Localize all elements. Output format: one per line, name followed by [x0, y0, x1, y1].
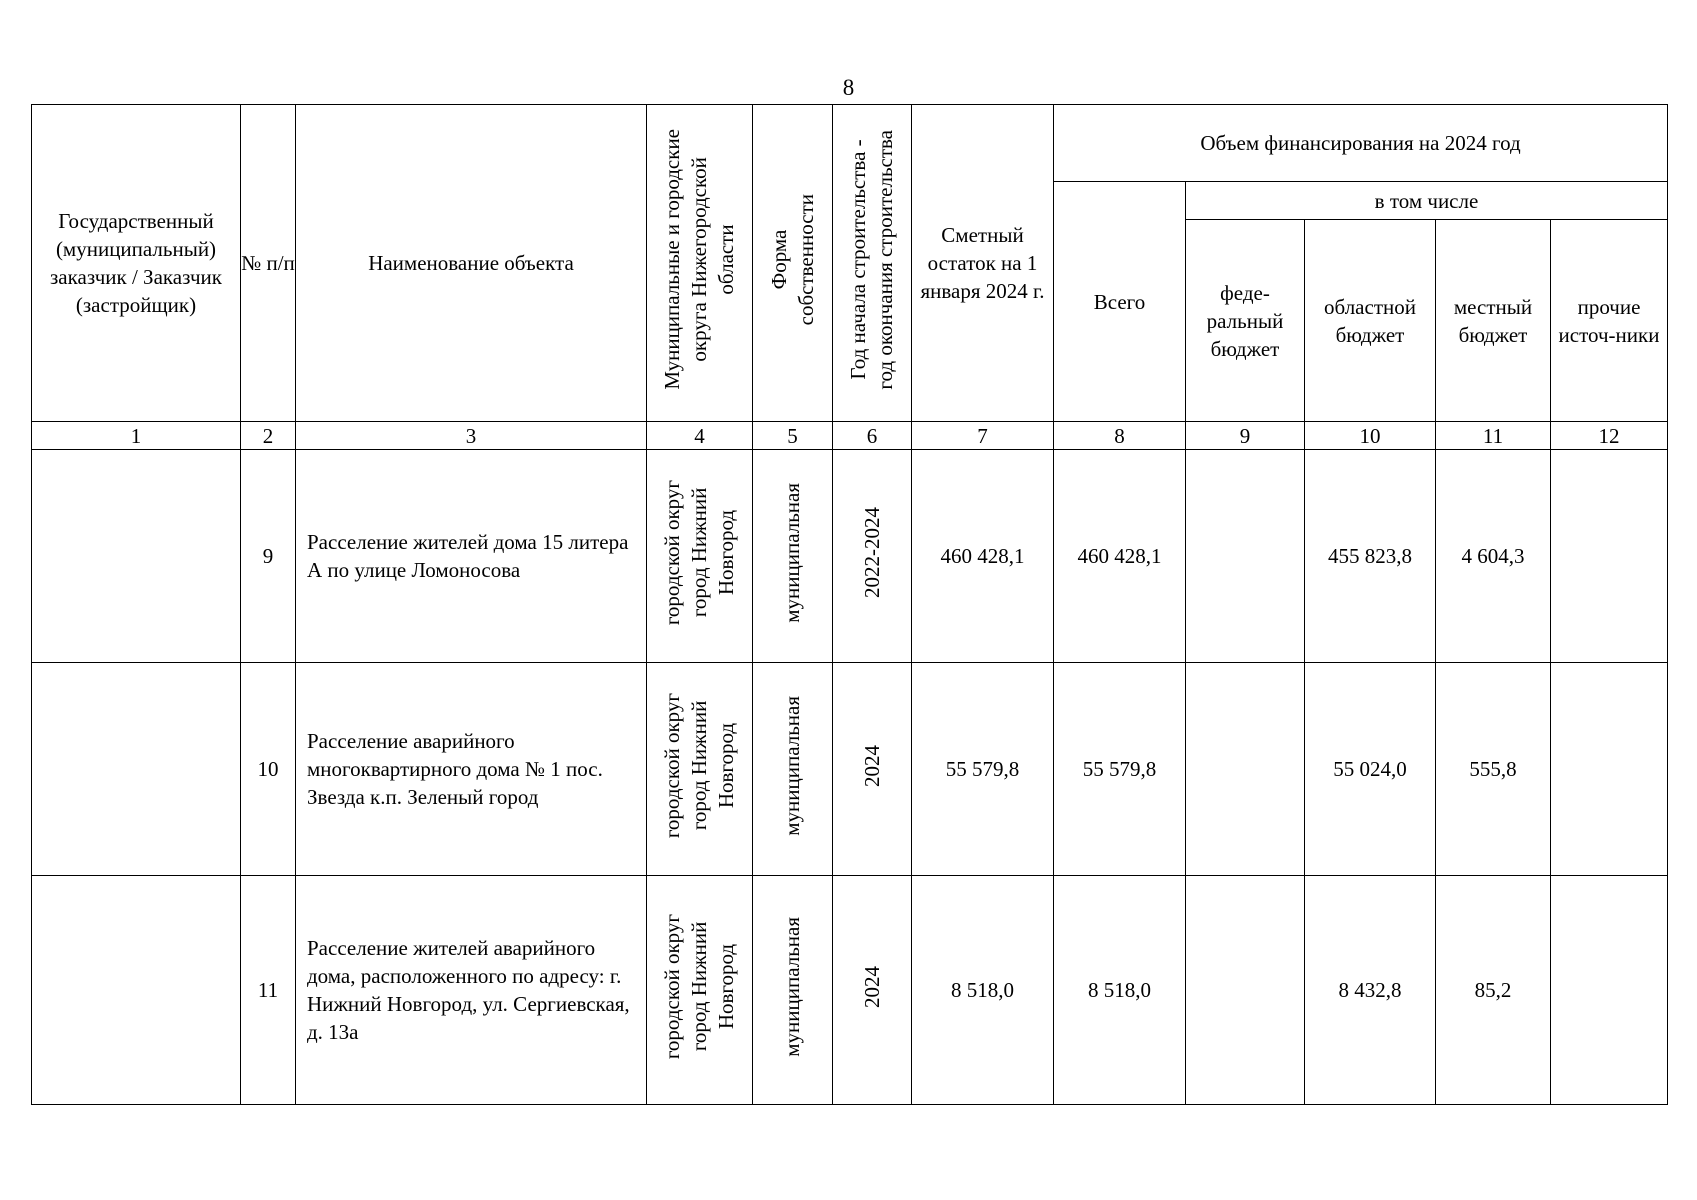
cell-object-name: Расселение жителей аварийного дома, расположенного по адресу: г. Нижний Новгород, ул. Сергиевская, д. 13а: [296, 876, 647, 1105]
header-customer: Государственный (муниципальный) заказчик / Заказчик (застройщик): [32, 105, 241, 422]
cell-federal: [1186, 450, 1305, 663]
cell-regional: 455 823,8: [1305, 450, 1436, 663]
cell-years: 2022-2024: [833, 450, 912, 663]
column-number: 4: [647, 422, 753, 450]
column-number: 11: [1436, 422, 1551, 450]
column-number: 3: [296, 422, 647, 450]
cell-municipality: городской округ город Нижний Новгород: [647, 663, 753, 876]
column-number: 6: [833, 422, 912, 450]
financing-table: [31, 104, 1668, 1105]
cell-customer: [32, 450, 241, 663]
cell-municipality: городской округ город Нижний Новгород: [647, 876, 753, 1105]
cell-municipality: городской округ город Нижний Новгород: [647, 450, 753, 663]
column-numbers-row: [32, 422, 1668, 450]
header-regional: областной бюджет: [1305, 220, 1436, 422]
cell-estimate: 8 518,0: [912, 876, 1054, 1105]
cell-other: [1551, 876, 1668, 1105]
cell-federal: [1186, 663, 1305, 876]
header-years-text: Год начала строительства - год окончания строительства: [846, 129, 897, 390]
cell-customer: [32, 876, 241, 1105]
header-other: прочие источ-ники: [1551, 220, 1668, 422]
cell-number: 11: [241, 876, 296, 1105]
header-municipality: [647, 105, 753, 422]
table-row: [32, 450, 1668, 663]
column-number: 8: [1054, 422, 1186, 450]
column-number: 5: [753, 422, 833, 450]
cell-regional: 55 024,0: [1305, 663, 1436, 876]
header-row-1: [32, 105, 1668, 182]
header-financing: Объем финансирования на 2024 год: [1054, 105, 1668, 182]
cell-total: 460 428,1: [1054, 450, 1186, 663]
header-municipality-text: Муниципальные и городские округа Нижегородской области: [660, 129, 738, 390]
table-row: [32, 663, 1668, 876]
cell-object-name: Расселение аварийного многоквартирного дома № 1 пос. Звезда к.п. Зеленый город: [296, 663, 647, 876]
column-number: 7: [912, 422, 1054, 450]
column-number: 10: [1305, 422, 1436, 450]
cell-number: 10: [241, 663, 296, 876]
cell-object-name: Расселение жителей дома 15 литера А по улице Ломоносова: [296, 450, 647, 663]
header-ownership-text: Форма собственности: [766, 193, 818, 326]
cell-local: 85,2: [1436, 876, 1551, 1105]
column-number: 2: [241, 422, 296, 450]
header-estimate: Сметный остаток на 1 января 2024 г.: [912, 105, 1054, 422]
header-years: [833, 105, 912, 422]
cell-ownership: муниципальная: [753, 876, 833, 1105]
column-number: 9: [1186, 422, 1305, 450]
header-object-name: Наименование объекта: [296, 105, 647, 422]
cell-other: [1551, 663, 1668, 876]
cell-other: [1551, 450, 1668, 663]
header-ownership: [753, 105, 833, 422]
header-local: местный бюджет: [1436, 220, 1551, 422]
cell-local: 4 604,3: [1436, 450, 1551, 663]
cell-number: 9: [241, 450, 296, 663]
cell-customer: [32, 663, 241, 876]
cell-local: 555,8: [1436, 663, 1551, 876]
header-including: в том числе: [1186, 182, 1668, 220]
header-number: № п/п: [241, 105, 296, 422]
cell-regional: 8 432,8: [1305, 876, 1436, 1105]
column-number: 12: [1551, 422, 1668, 450]
header-total: Всего: [1054, 182, 1186, 422]
cell-federal: [1186, 876, 1305, 1105]
cell-ownership: муниципальная: [753, 663, 833, 876]
page-number: 8: [842, 75, 855, 100]
cell-estimate: 55 579,8: [912, 663, 1054, 876]
cell-estimate: 460 428,1: [912, 450, 1054, 663]
cell-ownership: муниципальная: [753, 450, 833, 663]
column-number: 1: [32, 422, 241, 450]
cell-years: 2024: [833, 663, 912, 876]
table-row: [32, 876, 1668, 1105]
cell-total: 8 518,0: [1054, 876, 1186, 1105]
cell-years: 2024: [833, 876, 912, 1105]
header-federal: феде-ральный бюджет: [1186, 220, 1305, 422]
cell-total: 55 579,8: [1054, 663, 1186, 876]
